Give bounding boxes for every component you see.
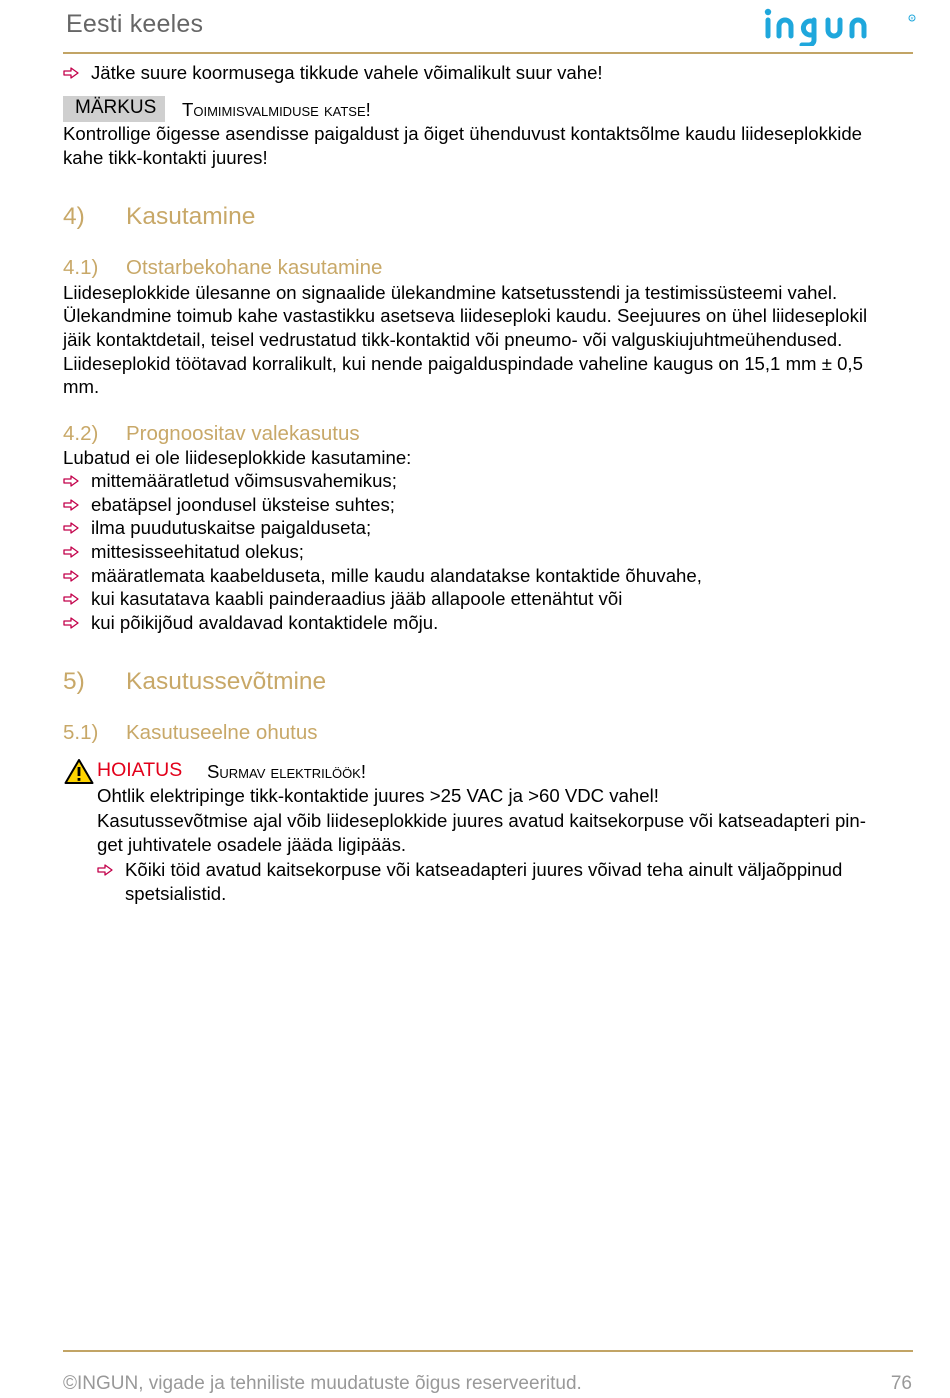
section-4-1-line-2: Ülekandmine toimub kahe vastastikku asetseva liideseploki kaudu. Seejuures on ühel liideseplokil xyxy=(63,305,868,326)
arrow-right-icon xyxy=(63,67,79,79)
section-4-2-number: 4.2) xyxy=(63,422,99,445)
note-line-1: Kontrollige õigesse asendisse paigaldust ja õiget ühenduvust kontaktsõlme kaudu liideseplokkide xyxy=(63,123,863,144)
section-4-1-line-4: Liideseplokid töötavad korralikult, kui nende paigalduspindade vaheline kaugus on 15,1 mm ± 0,5 xyxy=(63,353,863,374)
page-number: 76 xyxy=(890,1373,912,1394)
section-5-title: Kasutussevõtmine xyxy=(126,668,327,695)
arrow-right-icon xyxy=(63,522,79,534)
arrow-right-icon xyxy=(63,475,79,487)
section-4-1-line-5: mm. xyxy=(63,376,100,397)
arrow-right-icon xyxy=(63,499,79,511)
warning-line-3: get juhtivatele osadele jääda ligipääs. xyxy=(97,834,407,855)
document-page: Eesti keeles R Jätke suure koormusega tikkude vahele võimalikult suur vahe! MÄRKUS Toimimisvalmiduse katse! Kontrollige õigesse asendisse paigaldust ja õiget ühenduvust kontaktsõlme kaudu liideseplokkide kahe tikk-kontakti juures! 4) Kasutamine 4.1) Otstarbekohane kasutamine Liideseplokkide ülesanne on signaalide ülekandmine katsetusstendi ja testimissüsteemi vahel. Ülekandmine toimub kahe vastastikku asetseva liideseploki kaudu. Seejuures on ühel liideseplokil jäik kontaktdetail, teisel vedrustatud tikk-kontaktid või pneumo- või valguskiujuhtmeühendused. Liideseplokid töötavad korralikult, kui nende paigalduspindade vaheline kaugus on 15,1 mm ± 0,5 mm. 4.2) Prognoositav valekasutus Lubatud ei ole liideseplokkide kasutamine: mittemääratletud võimsusvahemikus; ebatäpsel joondusel üksteise suhtes; ilma puudutuskaitse paigalduseta; mittesisseehitatud olekus; määratlemata kaabelduseta, mille kaudu alandatakse kontaktide õhuvahe, kui kasutatava kaabli painderaadius jääb allapoole ettenähtut või kui põikijõud avaldavad kontaktidele mõju. 5) Kasutussevõtmine 5.1) Kasutuseelne ohutus HOIATUS Surmav elektrilöök! Ohtlik elektripinge tikk-kontaktide juures >25 VAC ja >60 VDC vahel! Kasutussevõtmise ajal võib liideseplokkide juures avatud kaitsekorpuse või katseadapteri pin- get juhtivatele osadele jääda ligipääs. Kõiki töid avatud kaitsekorpuse või katseadapteri juures võivad teha ainult väljaõppinud spetsialistid. ©INGUN, vigade ja tehniliste muudatuste õigus reserveeritud. 76 xyxy=(0,0,950,1398)
ingun-logo-icon xyxy=(762,4,918,46)
warning-label: HOIATUS xyxy=(97,759,183,781)
arrow-right-icon xyxy=(63,617,79,629)
note-label-box xyxy=(63,96,165,122)
section-4-1-number: 4.1) xyxy=(63,256,99,279)
arrow-right-icon xyxy=(63,570,79,582)
header-divider xyxy=(63,52,913,54)
section-4-1-title: Otstarbekohane kasutamine xyxy=(126,256,383,279)
warning-line-2: Kasutussevõtmise ajal võib liideseplokkide juures avatud kaitsekorpuse või katseadapteri pin- xyxy=(97,810,866,831)
arrow-right-icon xyxy=(97,864,113,876)
header-language: Eesti keeles xyxy=(66,10,204,38)
note-label: MÄRKUS xyxy=(75,97,157,118)
section-4-2-intro: Lubatud ei ole liideseplokkide kasutamine: xyxy=(63,447,412,468)
warning-bullet-continuation: spetsialistid. xyxy=(125,883,227,904)
section-5-1-title: Kasutuseelne ohutus xyxy=(126,721,318,744)
section-4-1-line-1: Liideseplokkide ülesanne on signaalide ülekandmine katsetusstendi ja testimissüsteemi vahel. xyxy=(63,282,838,303)
section-4-number: 4) xyxy=(63,203,85,230)
note-title: Toimimisvalmiduse katse! xyxy=(182,99,371,120)
arrow-right-icon xyxy=(63,593,79,605)
footer-divider xyxy=(63,1350,913,1352)
warning-line-1: Ohtlik elektripinge tikk-kontaktide juures >25 VAC ja >60 VDC vahel! xyxy=(97,785,659,806)
footer-copyright: ©INGUN, vigade ja tehniliste muudatuste õigus reserveeritud. xyxy=(63,1373,582,1394)
section-5-1-number: 5.1) xyxy=(63,721,99,744)
arrow-right-icon xyxy=(63,546,79,558)
section-4-1-line-3: jäik kontaktdetail, teisel vedrustatud tikk-kontaktid või pneumo- või valguskiujuhtmeühendused. xyxy=(63,329,843,350)
note-line-2: kahe tikk-kontakti juures! xyxy=(63,147,268,168)
warning-title: Surmav elektrilöök! xyxy=(207,761,367,782)
section-4-title: Kasutamine xyxy=(126,203,256,230)
svg-text:R: R xyxy=(910,15,914,21)
section-4-2-title: Prognoositav valekasutus xyxy=(126,422,360,445)
warning-triangle-icon xyxy=(64,758,94,785)
section-5-number: 5) xyxy=(63,668,85,695)
